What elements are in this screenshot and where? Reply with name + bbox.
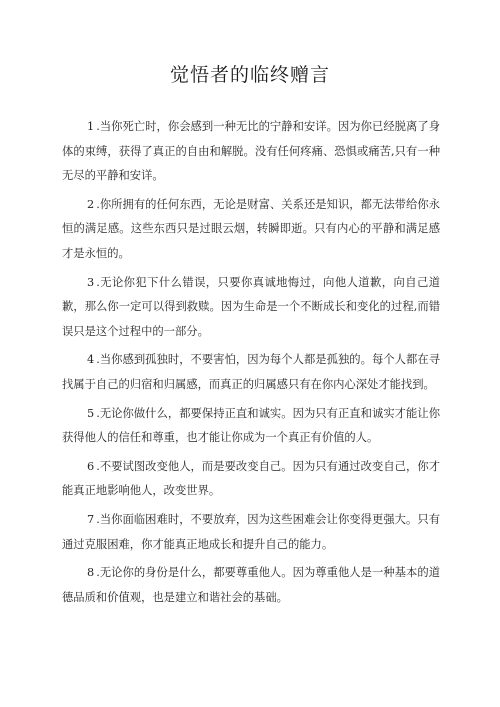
paragraph-text: .你所拥有的任何东西，无论是财富、关系还是知识，都无法带给你永恒的满足感。这些东西只是过眼云烟，转瞬即逝。只有内心的平静和满足感才是永恒的。 xyxy=(62,197,440,260)
paragraph-number: 2 xyxy=(87,197,95,211)
paragraph-number: 4 xyxy=(87,353,95,367)
paragraph-text: .不要试图改变他人，而是要改变自己。因为只有通过改变自己，你才能真正地影响他人，改变世界。 xyxy=(62,459,440,498)
paragraph-text: .当你面临困难时，不要放弃，因为这些困难会让你变得更强大。只有通过克服困难，你才能真正地成长和提升自己的能力。 xyxy=(62,512,440,551)
paragraph-number: 3 xyxy=(87,275,95,289)
paragraph-number: 6 xyxy=(87,459,95,473)
document-body xyxy=(62,115,440,614)
paragraph-text: .当你感到孤独时，不要害怕，因为每个人都是孤独的。每个人都在寻找属于自己的归宿和归属感，而真正的归属感只有在你内心深处才能找到。 xyxy=(62,353,440,391)
paragraph-number: 1 xyxy=(87,120,95,133)
paragraph-4 xyxy=(62,348,440,397)
paragraph-6 xyxy=(62,455,440,504)
paragraph-1 xyxy=(62,115,440,189)
paragraph-text: .无论你犯下什么错误，只要你真诚地悔过，向他人道歉，向自己道歉，那么你一定可以得到救赎。因为生命是一个不断成长和变化的过程,而错误只是这个过程中的一部分。 xyxy=(62,275,440,338)
paragraph-8 xyxy=(62,561,440,610)
paragraph-7 xyxy=(62,508,440,557)
paragraph-number: 7 xyxy=(87,512,95,526)
paragraph-number: 8 xyxy=(87,566,95,580)
paragraph-number: 5 xyxy=(87,406,95,420)
paragraph-2 xyxy=(62,193,440,267)
paragraph-text: .当你死亡时，你会感到一种无比的宁静和安详。因为你已经脱离了身体的束缚，获得了真正的自由和解脱。没有任何疼痛、恐惧或痛苦,只有一种无尽的平静和安详。 xyxy=(62,120,440,183)
paragraph-text: .无论你做什么，都要保持正直和诚实。因为只有正直和诚实才能让你获得他人的信任和尊重，也才能让你成为一个真正有价值的人。 xyxy=(62,406,440,445)
paragraph-text: .无论你的身份是什么，都要尊重他人。因为尊重他人是一种基本的道德品质和价值观，也是建立和谐社会的基础。 xyxy=(62,566,440,604)
paragraph-3 xyxy=(62,271,440,345)
document-title: 觉悟者的临终赠言 xyxy=(169,64,330,86)
paragraph-5 xyxy=(62,402,440,451)
